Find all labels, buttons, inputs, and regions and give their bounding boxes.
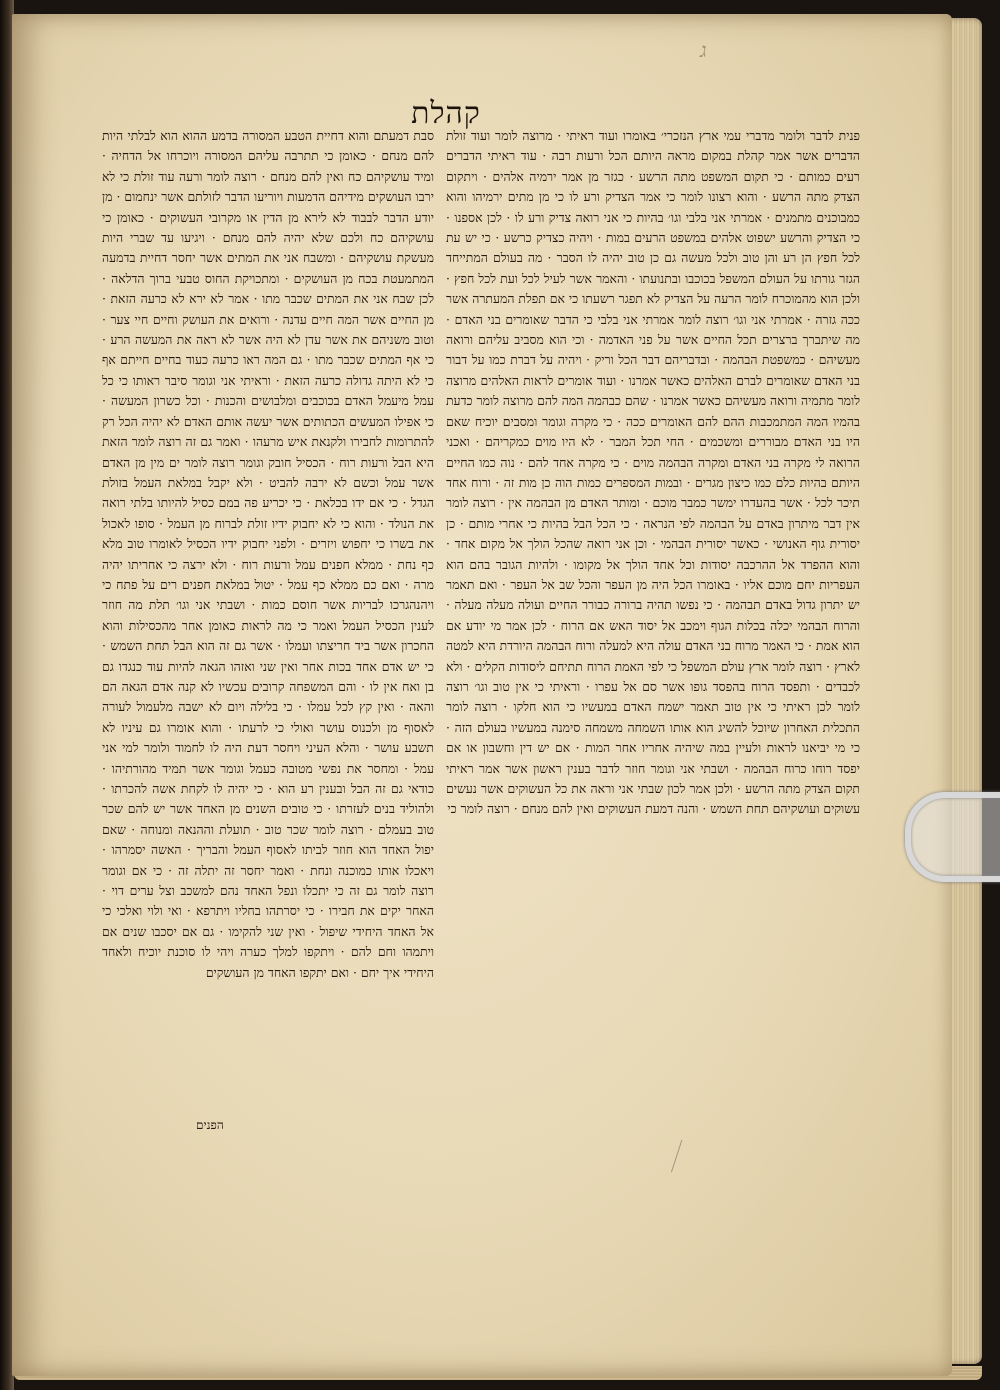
left-column-text: סבת דמעתם והוא דחיית הטבע המסורה בדמע ההוא הוא לבלתי היות להם מנחם · כאומן כי תתרבה עליהם המסורה ויוכרחו אל הדחיה · ומיד עושקיהם כח ואין להם מנחם · רוצה לומר ורעה עוד זולת כי לא ירבו העושקים מידיהם הדמעות ויוריעו הדבר לזולתם אשר ינחמום · מן יודע הדבר לבבוד לא לירא מן הדין או מקרובי העשוקים · כאומן כי עושקיהם כח ולכם שלא יהיה להם מנחם · ויגיעו עד שברי היות מעשקת עושקיהם · ומשבח אני את המתים אשר יחסר דחיית בדמעה המתמעטת בכח מן העושקים · ומתכויקת החוס טבעי ברוך הדלאה · לכן שבח אני את המתים שכבר מתו · אמר לא ירא לא כרעה הזאת · מן החיים אשר המה חיים עדנה · ורואים את העושק וחיים חיי צער · וטוב משניהם את אשר עדן לא היה אשר לא ראה את המעשה הרע · כי אף המתים שכבר מתו · גם המה ראו כרעה כעוד בחיים חייתם אף כי לא היתה גדולה כרעה הזאת · וראיתי אני וגומר סיבר ראותו כי כל עמל מיעמל האדם בכוכבים ומלבושים והכנות · וכל כשרון המעשה · כי אפילו המעשים הכתותים אשר יעשה אותם האדם לא יהיה הכל רק להתרומות לחבירו ולקנאת איש מרעהו · ואמר גם זה רוצה לומר הזאת היא הבל ורעות רוח · הכסיל חובק וגומר רוצה לומר ים מין מן האדם אשר עמל וכשם לא ירבה להביט · ולא יקבל במלאת העמל בזולת הגדל · כי אם ידו בכלאת · כי יכריע פה במם כסיל להיותו בלתי רואה את הנולד · והוא כי לא יחבוק ידיו זולת לברוח מן העמל · סופו לאכול את בשרו כי יחפוש ויזרים · ולפני יחבוק ידיו הכסיל לאומרו טוב מלא כף נחת · ממלא חפנים עמל ורעות רוח · ולא ירצה כי אחריתו יהיה מרה · ואם כם ממלא כף עמל · יטול במלאת חפנים רים על פתח כי ויהנהגרכו לבריות אשר חוסם כמות · ושבתי אני וגו׳ תלת מה חוזר לענין הכסיל העמל ואמר כי מה לראות כאומן אחר מהכסילות והוא החכרון אשר ביד חריצתו ועמלו · אשר גם זה הוא הבל תחת השמש · כי יש אדם אחד בכות אחר ואין שני ואזהו הגאה להיות עוד כנגדו גם בן ואח אין לו · והם המשפחה קרובים עכשיו לא קנה אדם הגאה הם והאה · ואין קץ לכל עמלו · כי בלילה ויום לא ישבה מלעמול לעורה לאסוף מן ולכנוס עושר ואולי כי לרעתו · והוא אומרו גם עיניו לא תשבע עושר · והלא העיני ויחסר דעת היה לו לחמוד ולומר למי אני עמל · ומחסר את נפשי מטובה כעמל וגומר אשר תמיד מהורתיהו · כודאי גם זה הבל ובענין רע הוא · כי יהיה לו לקחת אשה להכרתו · ולהוליד בנים לעזרתו · כי טובים השנים מן האחד אשר יש להם שכר טוב בעמלם · רוצה לומר שכר טוב · תועלת וההנאה ומנוחה · שאם יפול האחד הוא חוזר לביתו לאסוף העמל והבריך · האשה יסמרהו · ויאכלו אותו כמוכנה ונחת · ואמר יחסר זה יתלה זה · כי אם וגומר רוצה לומר גם זה כי יתכלו ונפל האחד נהם למשכב וצל ערים דוי · האחר יקים את חבירו · כי יסרתהו בחליו ויתרפא · ואי ולוי ואלכי כי אל האחד היחידי שיפול · ואין שני להקימו · גם אם יסכבו שנים אם ויתמהו וחם להם · ויתקפו למלך כערה ויהי לו סוכנת יוכיח ולאחד היחידי איך יחם · ואם יתקפו האחד מן העושקים [102,128,434,980]
text-column-right [446,126,860,820]
text-column-left [102,126,434,983]
catchword: הפנים [196,1118,224,1132]
right-column-text: פנית לדבר ולומר מדברי עמי ארץ הנזכרי׳ באומרו ועוד ראיתי · מרוצה לומר ועוד זולת הדברים אשר אמר קהלת במקום מראה היותם הכל ורעות רבה · עוד ראיתי הדברים רעים כמותם · כי תקום המשפט מתה הרשע · כגזר מן אמר ירמיה אלהים · ויתקום הצדק מתה הרשע · והוא רצונו לומר כי אמר הצדיק ורע לו כי מן מתים ירמיהו והוא כמבוכנים מתמנים · אמרתי אני בלבי וגו׳ בהיות כי אני רואה צדיק ורע לו · לכן אספנו · כי הצדיק והרשע ישפוט אלהים במשפט הרעים במות · ויהיה כצדיק כרשע · כי יש עת לכל חפץ הן רע והן טוב ולכל מעשה גם כן טוב יהיה לו הסבר · מה בעולם המתייחד הגזר גורתו על העולם המשפל בכוכבו ובתנועתו · והאמר אשר לעיל לכל ועת לכל חפץ · ולכן הוא מהמוכרח לומר הרעה על הצדיק לא תפגר רשעתו כי אם תפלת המעתרה אשר ככה גזרה · אמרתי אני וגו׳ רוצה לומר אמרתי אני בלבי כי הדבר שאומרים בני האדם · מה שיתברך ברצרים תכל החיים אשר על פני האדמה · וכי הוא מסביב עליהם ורואה מעשיהם · כמשפטת הבהמה · ובדבריהם דבר הכל וריק · ויהיה על דברת כמו על דבור בני האדם שאומרים לברם האלהים כאשר אמרנו · ועוד אומרים לראות האלהים מרוצה לומר מתמיה ורואה מעשיהם כאשר אמרנו · שהם כבהמה המה להם מרוצה לומר כדעת בהמיו המה המתמכבות ההם להם האומרים ככה · כי מקרה וגומר ומסבים יוכיח שאם היו בני האדם מבוררים ומשכמים · החי תכל המבר · לא היו מוים כמקריהם · ואכני הרואה לי מקרה בני האדם ומקרה הבהמה מוים · כי מקרה אחד להם · נוה כמו החיים היותם בהיות כלם כמו כיצון מגרים · ובמות המספרים כמות הוה כן מות זה · ורוח אחד תיכר לכל · אשר בהעדרו ימשר כמבר מוכם · ומותר האדם מן הבהמה אין · רוצה לומר אין דבר מיתרון באדם על הבהמה לפי הנראה · כי הכל הבל בהיות כי אחרי מותם · כן יסורית גוף האנושי · כאשר יסורית הבהמי · וכן אני רואה שהכל הולך אל מקום אחד · והוא ההפרד אל ההרכבה יסודות וכל אחד הולך אל מקומו · ולהיות הגובר בהם הוא העפריות יחם מוכם אליו · באומרו הכל היה מן העפר והכל שב אל העפר · ואם תאמר יש יתרון גדול באדם תבהמה · כי נפשו תהיה ברורה כבורר החיים ועולה מעלה מעלה · והרוח הבהמי יכלה בכלות הגוף וימכב אל יסוד האש אם הרוח · לכן אמר מי יודע אם הוא אמת · כי האמר מרוח בני האדם עולה היא למעלה ורוח הבהמה היורדת היא למטה לארץ · רוצה לומר ארץ עולם המשפל כי לפי האמת הרוח תתיחם ליסודות הקלים · ולא לכבדים · ותפסד הרוח בהפסד גופו אשר סם אל עפרו · וראיתי כי אין טוב וגו׳ רוצה לומר לכן ראיתי כי אין טוב תאמר ישמח האדם במעשיו כי הוא חלקו · רוצה לומר התכלית האחרון שיוכל להשיג הוא אותו השמחה משמחה סימנה במעשיו בעולם הזה · כי מי יביאנו לראות ולעיין במה שיהיה אחריו אחר המות · אם יש דין וחשבון או אם יפסד רוחו כרוח הבהמה · ושבתי אני וגומר חוזר לדבר בענין ראשון אשר אמר ראיתי תקום הצדק מתה הרשע · ולכן אמר לכון שבתי אני וראה את כל העשוקים אשר נעשים עשוקים ועושקיהם תחת השמש · והנה דמעת העשוקים ואין להם מנחם · רוצה לומר כי [445,128,860,817]
running-head: קהלת [411,96,481,131]
folio-note: ג [700,38,707,62]
paper-clip [905,792,1000,882]
